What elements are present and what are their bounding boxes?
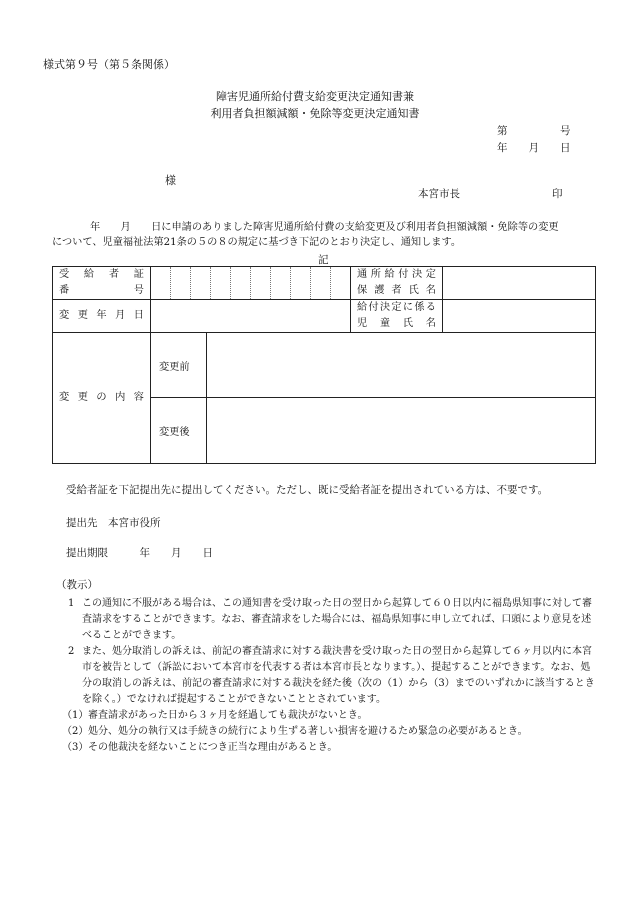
change-date-label: 変更年月日: [53, 300, 151, 333]
decision-table: [52, 266, 596, 464]
note-item: 2 また、処分取消しの訴えは、前記の審査請求に対する裁決書を受け取った日の翌日から起算して６ヶ月以内に本宮市を被告として（訴訟において本宮市を代表する者は本宮市長となります。）、提起することができます。なお、処分の取消しの訴えは、前記の審査請求に対する裁決を経た後（次の（1）から（3）までのいずれかに該当するときを除く。）でなければ提起することができないこととされています。: [68, 646, 595, 705]
notes-list: [60, 596, 600, 756]
child-name-field[interactable]: [443, 300, 596, 333]
document-date-label: 年 月 日: [497, 142, 571, 154]
child-name-label: 給付決定に係る 児童氏名: [351, 300, 443, 333]
recipient-suffix: 様: [165, 174, 176, 187]
guardian-name-field[interactable]: [443, 267, 596, 300]
ki-mark: 記: [318, 254, 329, 266]
cert-number-cells[interactable]: [151, 267, 351, 300]
change-content-label: 変更の内容: [53, 333, 151, 464]
seal-mark: 印: [552, 188, 563, 200]
guardian-name-label: 通所給付決定 保護者氏名: [351, 267, 443, 300]
document-number-label: 第 号: [497, 125, 571, 137]
submit-deadline: 提出期限 年 月 日: [66, 547, 213, 559]
before-change-field[interactable]: [207, 333, 596, 398]
after-change-field[interactable]: [207, 398, 596, 464]
body-line2: について、児童福祉法第21条の５の８の規定に基づき下記のとおり決定し、通知します。: [52, 237, 462, 248]
document-title-line2: 利用者負担額減額・免除等変更決定通知書: [210, 107, 420, 120]
subnote-item: （1） 審査請求があった日から３ヶ月を経過しても裁決がないとき。: [62, 710, 368, 721]
subnote-item: （2） 処分、処分の執行又は手続きの続行により生ずる著しい損害を避けるため緊急の必要があるとき。: [62, 726, 528, 737]
after-change-label: 変更後: [151, 398, 207, 464]
issuer-name: 本宮市長: [418, 188, 460, 200]
document-title-line1: 障害児通所給付費支給変更決定通知書兼: [216, 90, 414, 103]
form-number: 様式第９号（第５条関係）: [43, 58, 175, 71]
submit-destination: 提出先 本宮市役所: [66, 517, 161, 529]
change-date-field[interactable]: [151, 300, 351, 333]
body-line1: 年 月 日に申請のありました障害児通所給付費の支給変更及び利用者負担額減額・免除等の変更: [90, 222, 559, 233]
note-item: 1 この通知に不服がある場合は、この通知書を受け取った日の翌日から起算して６０日以内に福島県知事に対して審査請求をすることができます。なお、審査請求をした場合には、福島県知事に申し立てれば、口頭により意見を述べることができます。: [68, 598, 592, 641]
cert-number-label: 受 給 者 証 番 号: [53, 267, 151, 300]
submit-note: 受給者証を下記提出先に提出してください。ただし、既に受給者証を提出されている方は、不要です。: [66, 484, 549, 496]
before-change-label: 変更前: [151, 333, 207, 398]
notes-heading: （教示）: [56, 579, 98, 591]
subnote-item: （3） その他裁決を経ないことにつき正当な理由があるとき。: [62, 742, 338, 753]
